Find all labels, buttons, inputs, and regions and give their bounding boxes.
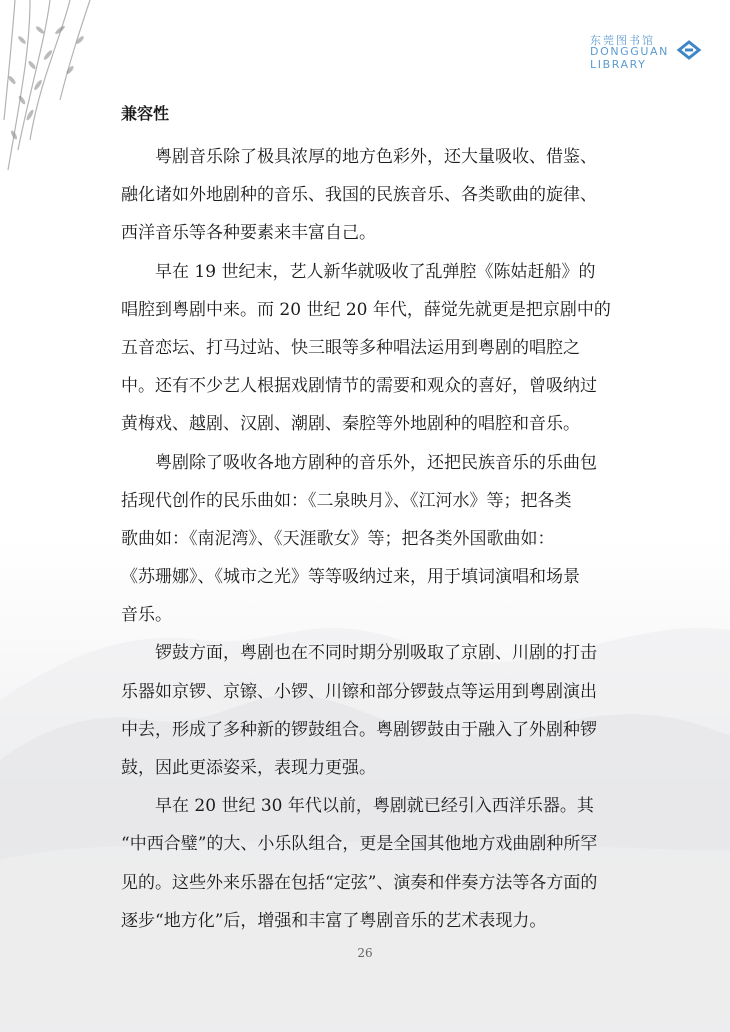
text-line: 鼓，因此更添姿采，表现力更强。 — [121, 758, 376, 778]
text-line: 中。还有不少艺人根据戏剧情节的需要和观众的喜好，曾吸纳过 — [121, 376, 597, 397]
logo-english-line-1: DONGGUAN — [590, 45, 670, 58]
text-line: 逐步“地方化”后，增强和丰富了粤剧音乐的艺术表现力。 — [121, 910, 547, 931]
text-line: 见的。这些外来乐器在包括“定弦”、演奏和伴奏方法等各方面的 — [121, 872, 598, 893]
text-line: 西洋音乐等各种要素来丰富自己。 — [121, 223, 376, 244]
text-line: “中西合璧”的大、小乐队组合，更是全国其他地方戏曲剧种所罕 — [121, 834, 598, 855]
text-line: 融化诸如外地剧种的音乐、我国的民族音乐、各类歌曲的旋律、 — [121, 185, 597, 206]
text-line: 早在 19 世纪末，艺人新华就吸收了乱弹腔《陈姑赶船》的 — [155, 261, 596, 282]
text-line: 粤剧音乐除了极具浓厚的地方色彩外，还大量吸收、借鉴、 — [155, 147, 597, 167]
text-line: 唱腔到粤剧中来。而 20 世纪 20 年代，薛觉先就更是把京剧中的 — [121, 299, 611, 320]
page-number: 26 — [357, 946, 373, 960]
text-line: 括现代创作的民乐曲如：《二泉映月》、《江河水》等；把各类 — [121, 490, 572, 511]
willow-branch-illustration — [0, 0, 120, 180]
text-line: 乐器如京锣、京镲、小锣、川镲和部分锣鼓点等运用到粤剧演出 — [121, 681, 597, 702]
text-line: 中去，形成了多种新的锣鼓组合。粤剧锣鼓由于融入了外剧种锣 — [121, 719, 597, 740]
text-line: 黄梅戏、越剧、汉剧、潮剧、秦腔等外地剧种的唱腔和音乐。 — [121, 414, 580, 435]
text-line: 《苏珊娜》、《城市之光》等等吸纳过来，用于填词演唱和场景 — [121, 567, 580, 588]
logo-chinese-text: 东莞图书馆 — [590, 34, 655, 47]
library-logo — [590, 32, 710, 72]
text-line: 早在 20 世纪 30 年代以前，粤剧就已经引入西洋乐器。其 — [155, 796, 594, 817]
text-line: 粤剧除了吸收各地方剧种的音乐外，还把民族音乐的乐曲包 — [155, 452, 597, 473]
library-logo-icon — [676, 39, 702, 61]
text-line: 歌曲如：《南泥湾》、《天涯歌女》等；把各类外国歌曲如： — [121, 528, 555, 549]
section-heading: 兼容性 — [121, 104, 170, 123]
text-line: 五音恋坛、打马过站、快三眼等多种唱法运用到粤剧的唱腔之 — [121, 337, 580, 358]
text-line: 锣鼓方面，粤剧也在不同时期分别吸取了京剧、川剧的打击 — [155, 643, 597, 664]
body-text — [121, 138, 611, 940]
text-line: 音乐。 — [121, 605, 172, 626]
logo-english-line-2: LIBRARY — [590, 58, 647, 71]
